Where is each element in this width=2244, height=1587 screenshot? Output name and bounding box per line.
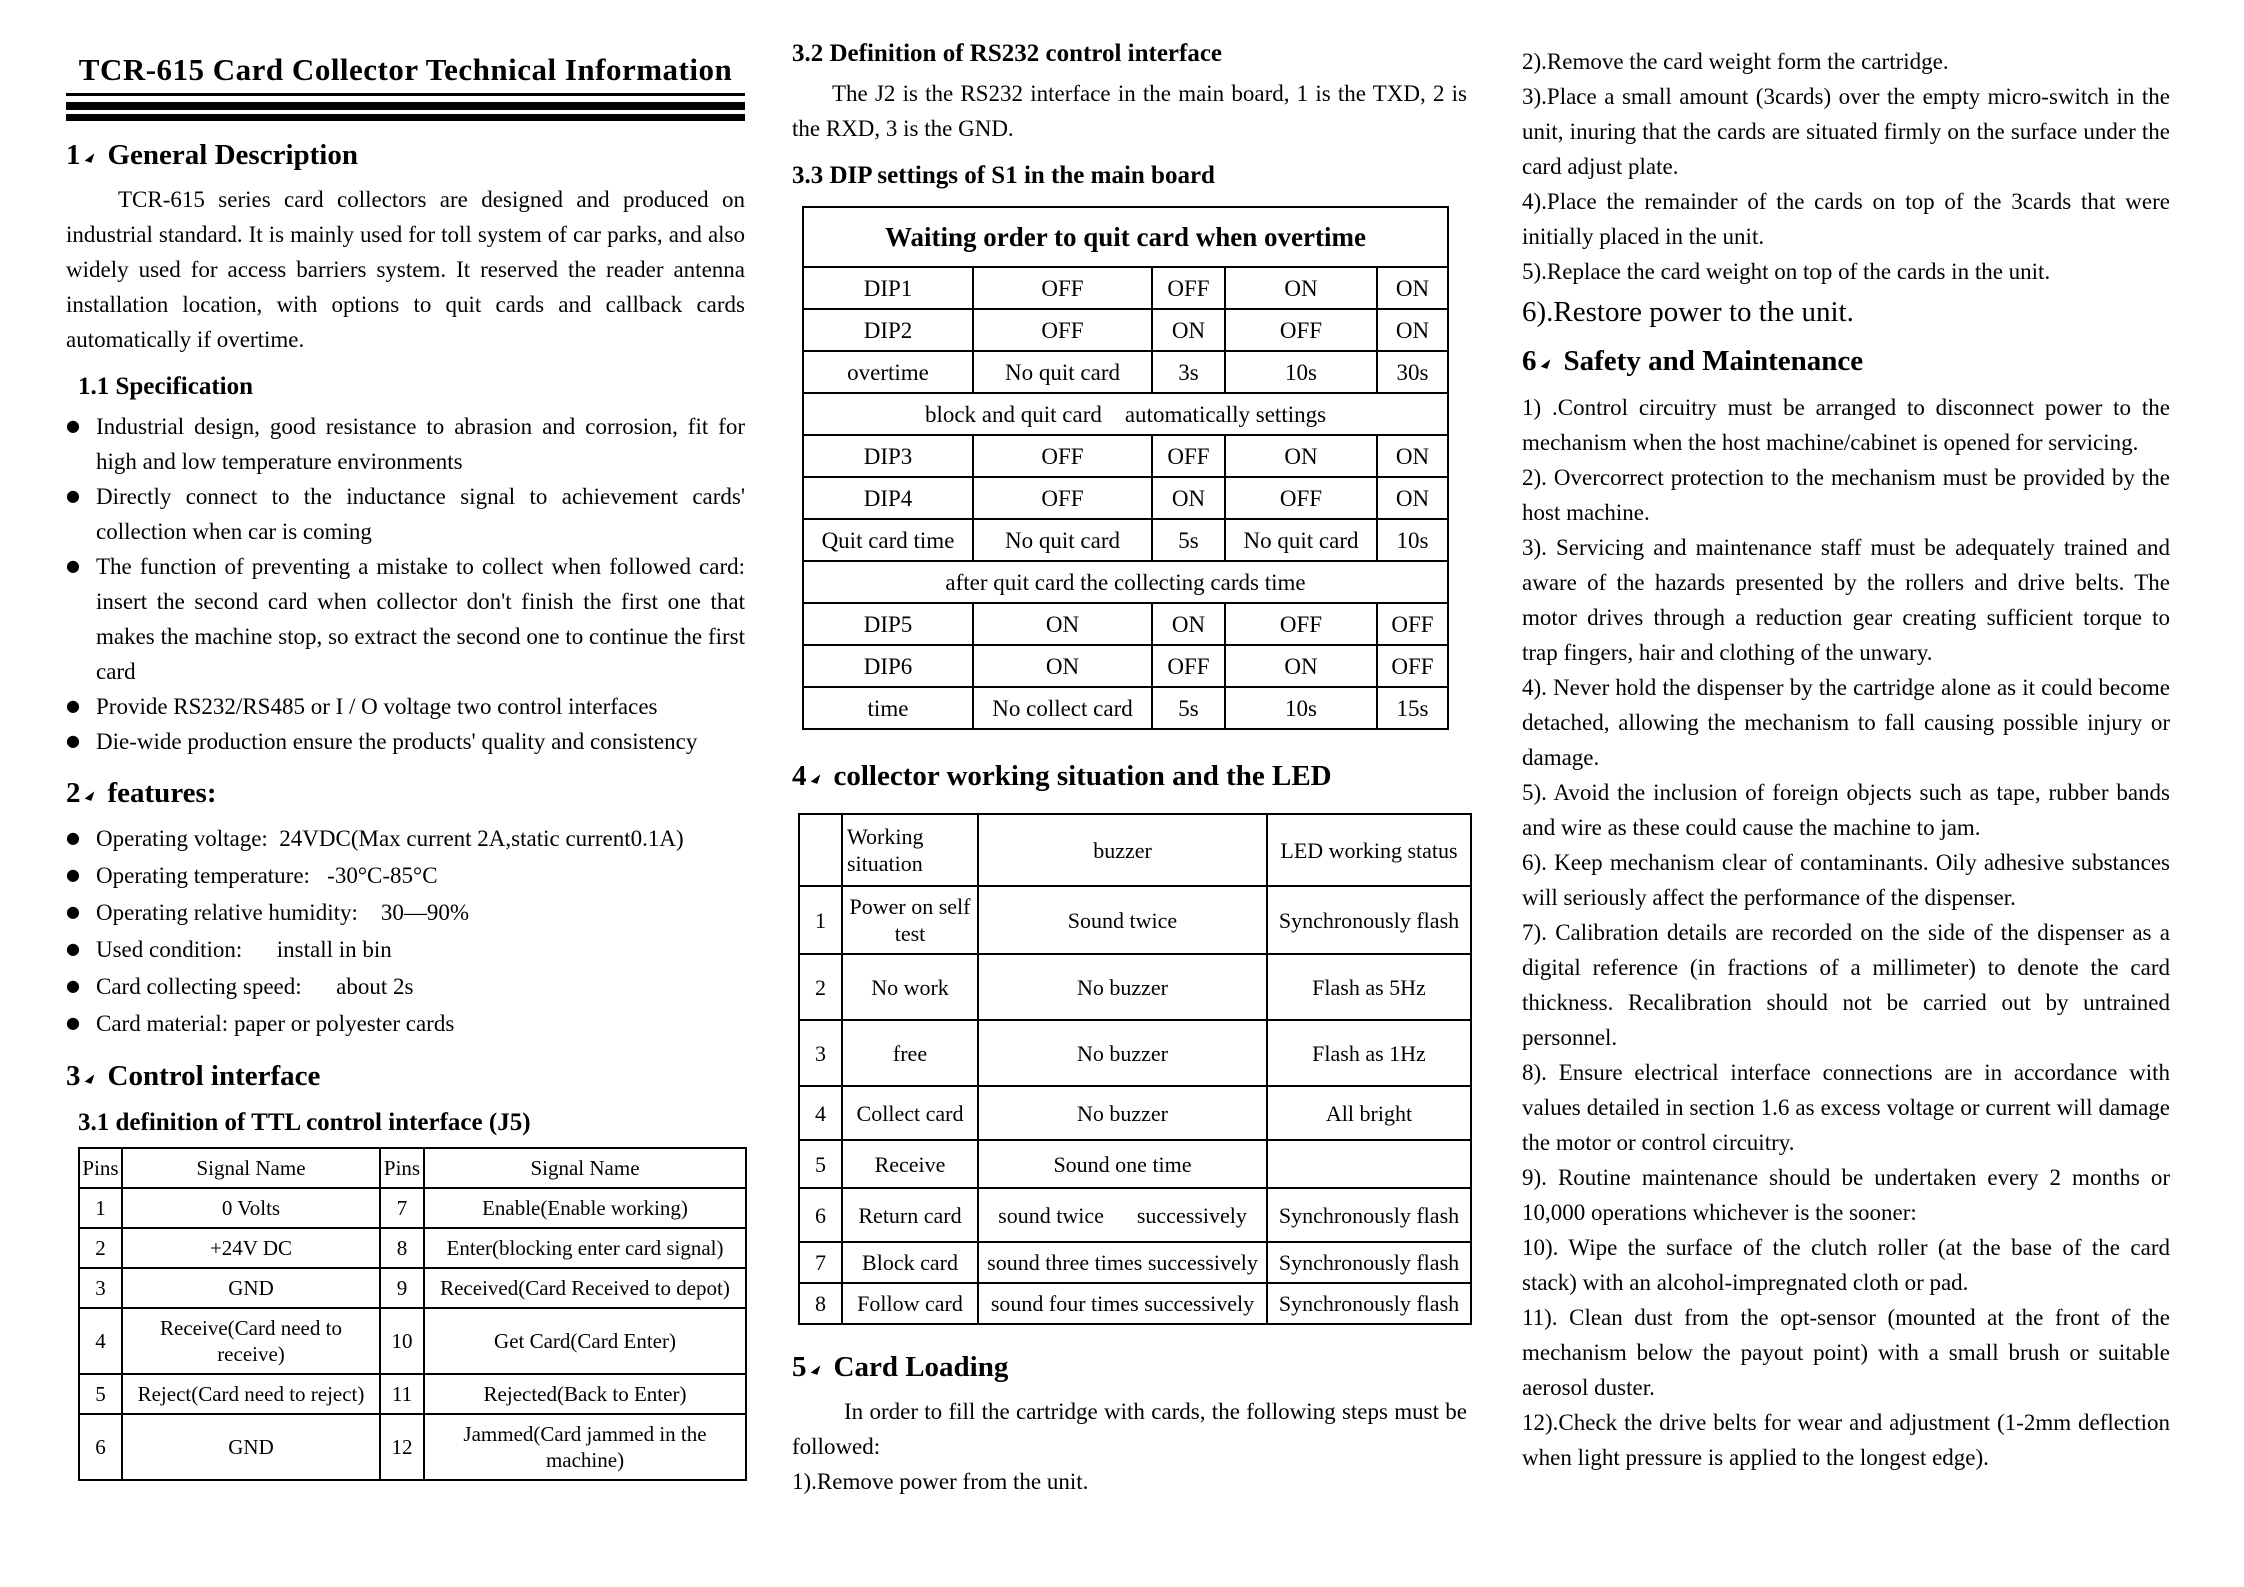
table-cell: ON <box>1377 267 1448 309</box>
table-cell: 4 <box>799 1086 842 1140</box>
table-row <box>803 393 1448 435</box>
table-cell: OFF <box>1225 477 1377 519</box>
bullet-icon: ● <box>66 486 80 505</box>
dip-table-title: Waiting order to quit card when overtime <box>803 207 1448 267</box>
card-loading-step: 5).Replace the card weight on top of the cards in the unit. <box>1522 259 2051 284</box>
table-row <box>79 1308 746 1374</box>
table-cell: 4 <box>79 1308 122 1374</box>
table-cell: time <box>803 687 973 729</box>
table-row <box>799 1188 1471 1242</box>
table-row <box>79 1414 746 1480</box>
rs232-paragraph: The J2 is the RS232 interface in the main board, 1 is the TXD, 2 is the RXD, 3 is the GND. <box>792 81 1467 141</box>
list-item-text: Operating temperature: -30°C-85°C <box>96 863 438 888</box>
table-cell: Enter(blocking enter card signal) <box>424 1228 746 1268</box>
table-row <box>803 687 1448 729</box>
column-left <box>66 0 745 1481</box>
table-row <box>799 886 1471 954</box>
list-item-text: Used condition: install in bin <box>96 937 392 962</box>
safety-item: 7). Calibration details are recorded on the side of the dispenser as a digital reference (in fractions of a millimeter) to denote the card thickness. Recalibration should not be carried out by untrained personnel. <box>1522 920 2170 1050</box>
bullet-icon: ● <box>66 828 80 847</box>
table-row <box>79 1148 746 1188</box>
table-cell: No quit card <box>1225 519 1377 561</box>
list-item-text: Card collecting speed: about 2s <box>96 974 414 999</box>
list-item-text: Industrial design, good resistance to abrasion and corrosion, fit for high and low temperature environments <box>96 414 745 474</box>
document-title: TCR-615 Card Collector Technical Information <box>78 52 733 87</box>
section-3-2-heading: 3.2 Definition of RS232 control interface <box>792 40 1223 67</box>
table-cell: Received(Card Received to depot) <box>424 1268 746 1308</box>
table-cell: 10s <box>1225 687 1377 729</box>
list-item <box>66 968 745 1005</box>
section-title: Control interface <box>107 1060 321 1092</box>
table-row <box>799 1242 1471 1283</box>
safety-item: 5). Avoid the inclusion of foreign objects such as tape, rubber bands and wire as these could cause the machine to jam. <box>1522 780 2170 840</box>
safety-item: 6). Keep mechanism clear of contaminants. Oily adhesive substances will seriously affect the performance of the dispenser. <box>1522 850 2170 910</box>
table-row <box>799 1140 1471 1188</box>
card-loading-step-1: 1).Remove power from the unit. <box>792 1469 1089 1494</box>
card-loading-paragraph: In order to fill the cartridge with cards, the following steps must be followed: <box>792 1399 1467 1459</box>
table-cell: DIP3 <box>803 435 973 477</box>
bullet-icon: ● <box>66 939 80 958</box>
table-cell: 3 <box>799 1020 842 1086</box>
led-status-table <box>798 813 1472 1325</box>
table-cell: Working situation <box>842 814 978 886</box>
table-cell: overtime <box>803 351 973 393</box>
table-cell: LED working status <box>1267 814 1471 886</box>
table-cell: Synchronously flash <box>1267 1188 1471 1242</box>
table-row <box>799 1086 1471 1140</box>
dip-span-row: after quit card the collecting cards time <box>803 561 1448 603</box>
table-cell: Follow card <box>842 1283 978 1324</box>
table-cell <box>1267 1140 1471 1188</box>
table-cell: 3s <box>1152 351 1225 393</box>
table-cell: Sound one time <box>978 1140 1267 1188</box>
table-cell: 7 <box>799 1242 842 1283</box>
table-cell: ON <box>1225 267 1377 309</box>
table-cell: ON <box>1377 477 1448 519</box>
table-cell: ON <box>973 603 1152 645</box>
table-cell <box>799 814 842 886</box>
table-cell: Jammed(Card jammed in the machine) <box>424 1414 746 1480</box>
table-cell: 5s <box>1152 519 1225 561</box>
section-number: 2 <box>66 777 81 809</box>
table-cell: GND <box>122 1414 380 1480</box>
table-cell: No quit card <box>973 519 1152 561</box>
safety-item: 8). Ensure electrical interface connections are in accordance with values detailed in section 1.6 as excess voltage or current will damage the motor or control circuitry. <box>1522 1060 2170 1155</box>
table-row <box>803 603 1448 645</box>
bullet-icon: ● <box>66 976 80 995</box>
safety-item: 11). Clean dust from the opt-sensor (mounted at the front of the mechanism below the payout point) with a small brush or suitable aerosol duster. <box>1522 1305 2170 1400</box>
table-cell: sound four times successively <box>978 1283 1267 1324</box>
table-cell: 3 <box>79 1268 122 1308</box>
table-cell: 2 <box>79 1228 122 1268</box>
table-cell: ON <box>1377 435 1448 477</box>
list-item-text: Die-wide production ensure the products' quality and consistency <box>96 729 698 754</box>
table-row <box>803 477 1448 519</box>
title-rule-bottom <box>66 114 745 121</box>
table-cell: 7 <box>380 1188 424 1228</box>
table-cell: 10s <box>1377 519 1448 561</box>
section-title: Card Loading <box>833 1351 1009 1383</box>
table-cell: Block card <box>842 1242 978 1283</box>
table-cell: DIP1 <box>803 267 973 309</box>
table-cell: 5 <box>79 1374 122 1414</box>
table-cell: Synchronously flash <box>1267 886 1471 954</box>
table-cell: All bright <box>1267 1086 1471 1140</box>
table-cell: No buzzer <box>978 1020 1267 1086</box>
card-loading-step: 4).Place the remainder of the cards on top of the 3cards that were initially placed in the unit. <box>1522 189 2170 249</box>
section-6-heading <box>1522 345 2170 378</box>
table-cell: DIP5 <box>803 603 973 645</box>
table-cell: GND <box>122 1268 380 1308</box>
section-title: General Description <box>107 139 358 171</box>
table-cell: OFF <box>1152 645 1225 687</box>
title-block <box>66 52 745 96</box>
table-cell: OFF <box>1377 645 1448 687</box>
list-item <box>66 894 745 931</box>
table-row <box>799 814 1471 886</box>
features-list <box>66 820 745 1042</box>
table-cell: OFF <box>1152 435 1225 477</box>
table-cell: Sound twice <box>978 886 1267 954</box>
table-row <box>803 435 1448 477</box>
section-number: 5 <box>792 1351 807 1383</box>
bullet-icon: ● <box>66 696 80 715</box>
table-cell: OFF <box>1225 603 1377 645</box>
list-item-text: Operating voltage: 24VDC(Max current 2A,static current0.1A) <box>96 826 684 851</box>
table-cell: sound twice successively <box>978 1188 1267 1242</box>
ideographic-comma-icon <box>84 1075 100 1085</box>
section-number: 3 <box>66 1060 81 1092</box>
table-cell: 11 <box>380 1374 424 1414</box>
list-item <box>66 689 745 724</box>
list-item-text: Provide RS232/RS485 or I / O voltage two control interfaces <box>96 694 658 719</box>
section-title: features: <box>107 777 217 809</box>
safety-item: 1) .Control circuitry must be arranged to disconnect power to the mechanism when the host machine/cabinet is opened for servicing. <box>1522 395 2170 455</box>
table-row <box>79 1188 746 1228</box>
section-1-heading <box>66 139 745 172</box>
table-cell: 5 <box>799 1140 842 1188</box>
table-row <box>799 1020 1471 1086</box>
table-cell: 2 <box>799 954 842 1020</box>
table-cell: ON <box>1152 477 1225 519</box>
bullet-icon: ● <box>66 865 80 884</box>
dip-settings-table <box>802 206 1449 730</box>
table-row <box>79 1374 746 1414</box>
table-cell: Receive <box>842 1140 978 1188</box>
table-cell: OFF <box>1377 603 1448 645</box>
table-cell: OFF <box>973 309 1152 351</box>
bullet-icon: ● <box>66 416 80 435</box>
section-2-heading <box>66 777 745 810</box>
table-cell: ON <box>1377 309 1448 351</box>
table-cell: DIP2 <box>803 309 973 351</box>
list-item <box>66 1005 745 1042</box>
bullet-icon: ● <box>66 731 80 750</box>
table-row <box>799 954 1471 1020</box>
bullet-icon: ● <box>66 902 80 921</box>
section-title: collector working situation and the LED <box>833 760 1332 792</box>
safety-item: 3). Servicing and maintenance staff must be adequately trained and aware of the hazards presented by the rollers and drive belts. The motor drives through a reduction gear creating sufficient torque to trap fingers, hair and clothing of the unwary. <box>1522 535 2170 665</box>
table-cell: Signal Name <box>424 1148 746 1188</box>
table-cell: ON <box>1225 645 1377 687</box>
section-3-3-heading: 3.3 DIP settings of S1 in the main board <box>792 162 1215 189</box>
bullet-icon: ● <box>66 556 80 575</box>
safety-item: 9). Routine maintenance should be undertaken every 2 months or 10,000 operations whichever is the sooner: <box>1522 1165 2170 1225</box>
table-cell: Enable(Enable working) <box>424 1188 746 1228</box>
list-item-text: Directly connect to the inductance signal to achievement cards' collection when car is coming <box>96 484 745 544</box>
table-cell: 1 <box>799 886 842 954</box>
table-cell: 0 Volts <box>122 1188 380 1228</box>
table-cell: Rejected(Back to Enter) <box>424 1374 746 1414</box>
table-cell: ON <box>973 645 1152 687</box>
table-cell: free <box>842 1020 978 1086</box>
column-right <box>1522 0 2170 1475</box>
section-5-heading <box>792 1351 1467 1384</box>
table-row <box>803 351 1448 393</box>
table-cell: sound three times successively <box>978 1242 1267 1283</box>
list-item-text: The function of preventing a mistake to collect when followed card: insert the second card when collector don't finish the first one that makes the machine stop, so extract the second one to continue the first card <box>96 554 745 684</box>
section-3-1-heading: 3.1 definition of TTL control interface (J5) <box>78 1109 531 1136</box>
table-cell: 30s <box>1377 351 1448 393</box>
ideographic-comma-icon <box>1540 360 1556 370</box>
safety-item: 12).Check the drive belts for wear and adjustment (1-2mm deflection when light pressure is applied to the longest edge). <box>1522 1410 2170 1470</box>
table-cell: OFF <box>973 267 1152 309</box>
specification-list <box>66 409 745 759</box>
table-cell: 9 <box>380 1268 424 1308</box>
table-cell: +24V DC <box>122 1228 380 1268</box>
section-number: 1 <box>66 139 81 171</box>
table-cell: buzzer <box>978 814 1267 886</box>
table-cell: ON <box>1152 603 1225 645</box>
section-3-heading <box>66 1060 745 1093</box>
table-row <box>803 519 1448 561</box>
list-item-text: Operating relative humidity: 30—90% <box>96 900 470 925</box>
table-cell: 10 <box>380 1308 424 1374</box>
table-cell: 8 <box>380 1228 424 1268</box>
table-cell: Pins <box>380 1148 424 1188</box>
table-cell: 15s <box>1377 687 1448 729</box>
table-cell: Quit card time <box>803 519 973 561</box>
ideographic-comma-icon <box>810 775 826 785</box>
table-cell: OFF <box>1225 309 1377 351</box>
table-cell: Pins <box>79 1148 122 1188</box>
dip-span-row: block and quit card automatically settings <box>803 393 1448 435</box>
table-cell: Synchronously flash <box>1267 1242 1471 1283</box>
safety-item: 2). Overcorrect protection to the mechanism must be provided by the host machine. <box>1522 465 2170 525</box>
table-row <box>803 207 1448 267</box>
section-number: 6 <box>1522 345 1537 377</box>
section-title: Safety and Maintenance <box>1563 345 1864 377</box>
table-row <box>803 561 1448 603</box>
safety-item: 4). Never hold the dispenser by the cartridge alone as it could become detached, allowing the mechanism to fall causing possible injury or damage. <box>1522 675 2170 770</box>
ideographic-comma-icon <box>84 792 100 802</box>
general-description-paragraph: TCR-615 series card collectors are designed and produced on industrial standard. It is mainly used for toll system of car parks, and also widely used for access barriers system. It reserved the reader antenna installation location, with options to quit cards and callback cards automatically if overtime. <box>66 187 745 352</box>
table-cell: 12 <box>380 1414 424 1480</box>
table-cell: OFF <box>973 477 1152 519</box>
table-cell: OFF <box>973 435 1152 477</box>
table-cell: OFF <box>1152 267 1225 309</box>
ideographic-comma-icon <box>84 154 100 164</box>
table-cell: 5s <box>1152 687 1225 729</box>
table-cell: ON <box>1225 435 1377 477</box>
table-row <box>803 309 1448 351</box>
table-cell: Signal Name <box>122 1148 380 1188</box>
table-row <box>803 645 1448 687</box>
table-cell: No buzzer <box>978 1086 1267 1140</box>
ideographic-comma-icon <box>810 1366 826 1376</box>
table-row <box>803 267 1448 309</box>
table-cell: 6 <box>79 1414 122 1480</box>
list-item <box>66 549 745 689</box>
table-cell: ON <box>1152 309 1225 351</box>
table-cell: DIP6 <box>803 645 973 687</box>
table-cell: Reject(Card need to reject) <box>122 1374 380 1414</box>
bullet-icon: ● <box>66 1013 80 1032</box>
table-cell: Synchronously flash <box>1267 1283 1471 1324</box>
section-number: 4 <box>792 760 807 792</box>
table-cell: 6 <box>799 1188 842 1242</box>
table-row <box>79 1268 746 1308</box>
table-cell: Flash as 5Hz <box>1267 954 1471 1020</box>
card-loading-step-6: 6).Restore power to the unit. <box>1522 296 1854 328</box>
list-item <box>66 724 745 759</box>
table-cell: No buzzer <box>978 954 1267 1020</box>
table-cell: 10s <box>1225 351 1377 393</box>
table-cell: Return card <box>842 1188 978 1242</box>
table-cell: Get Card(Card Enter) <box>424 1308 746 1374</box>
safety-item: 10). Wipe the surface of the clutch roller (at the base of the card stack) with an alcohol-impregnated cloth or pad. <box>1522 1235 2170 1295</box>
table-cell: Collect card <box>842 1086 978 1140</box>
table-row <box>79 1228 746 1268</box>
table-cell: Receive(Card need to receive) <box>122 1308 380 1374</box>
section-1-1-heading: 1.1 Specification <box>78 373 253 400</box>
title-rule-top <box>66 102 745 110</box>
ttl-interface-table <box>78 1147 747 1481</box>
table-row <box>799 1283 1471 1324</box>
list-item <box>66 409 745 479</box>
list-item <box>66 857 745 894</box>
table-cell: No quit card <box>973 351 1152 393</box>
table-cell: DIP4 <box>803 477 973 519</box>
table-cell: 1 <box>79 1188 122 1228</box>
card-loading-step: 3).Place a small amount (3cards) over the empty micro-switch in the unit, inuring that the cards are situated firmly on the surface under the card adjust plate. <box>1522 84 2170 179</box>
list-item <box>66 931 745 968</box>
list-item-text: Card material: paper or polyester cards <box>96 1011 455 1036</box>
column-middle <box>792 0 1467 1499</box>
list-item <box>66 820 745 857</box>
table-cell: No work <box>842 954 978 1020</box>
table-cell: Power on self test <box>842 886 978 954</box>
card-loading-step: 2).Remove the card weight form the cartridge. <box>1522 49 1949 74</box>
table-cell: No collect card <box>973 687 1152 729</box>
table-cell: 8 <box>799 1283 842 1324</box>
list-item <box>66 479 745 549</box>
section-4-heading <box>792 760 1467 793</box>
table-cell: Flash as 1Hz <box>1267 1020 1471 1086</box>
